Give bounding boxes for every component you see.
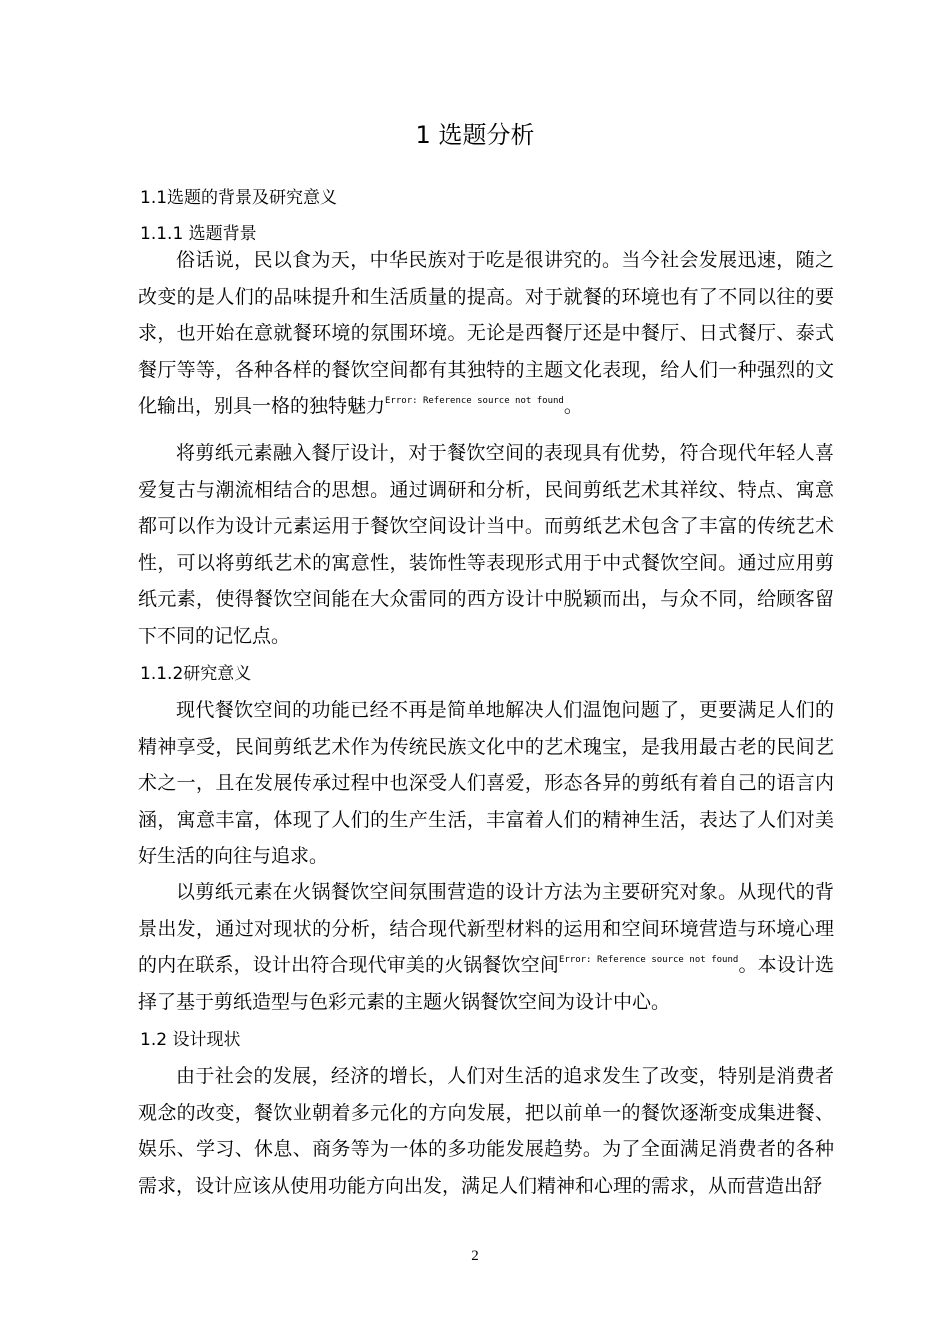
- section-heading-1-1-2: 1.1.2研究意义: [140, 664, 252, 684]
- reference-error-marker: Error: Reference source not found: [385, 396, 564, 407]
- section-heading-1-1-1: 1.1.1 选题背景: [140, 224, 257, 244]
- page-number: 2: [471, 1248, 479, 1264]
- paragraph-significance-2: [138, 874, 834, 1020]
- section-heading-1-2: 1.2 设计现状: [140, 1030, 241, 1050]
- paragraph-background-2: 将剪纸元素融入餐厅设计，对于餐饮空间的表现具有优势，符合现代年轻人喜爱复古与潮流相结合的思想。通过调研和分析，民间剪纸艺术其祥纹、特点、寓意都可以作为设计元素运用于餐饮空间设计当中。而剪纸艺术包含了丰富的传统艺术性，可以将剪纸艺术的寓意性，装饰性等表现形式用于中式餐饮空间。通过应用剪纸元素，使得餐饮空间能在大众雷同的西方设计中脱颖而出，与众不同，给顾客留下不同的记忆点。: [138, 442, 834, 647]
- section-heading-1-1: 1.1选题的背景及研究意义: [140, 188, 338, 208]
- paragraph-significance-1: 现代餐饮空间的功能已经不再是简单地解决人们温饱问题了，更要满足人们的精神享受，民间剪纸艺术作为传统民族文化中的艺术瑰宝，是我用最古老的民间艺术之一，且在发展传承过程中也深受人们喜爱，形态各异的剪纸有着自己的语言内涵，寓意丰富，体现了人们的生产生活，丰富着人们的精神生活，表达了人们对美好生活的向往与追求。: [138, 699, 834, 868]
- chapter-title: 1 选题分析: [415, 121, 535, 149]
- paragraph-text: 俗话说，民以食为天，中华民族对于吃是很讲究的。当今社会发展迅速，随之改变的是人们的品味提升和生活质量的提高。对于就餐的环境也有了不同以往的要求，也开始在意就餐环境的氛围环境。无论是西餐厅还是中餐厅、日式餐厅、泰式餐厅等等，各种各样的餐饮空间都有其独特的主题文化表现，给人们一种强烈的文化输出，别具一格的独特魅力: [138, 249, 834, 418]
- paragraph-text: 以剪纸元素在火锅餐饮空间氛围营造的设计方法为主要研究对象。从现代的背景出发，通过对现状的分析，结合现代新型材料的运用和空间环境营造与环境心理的内在联系，设计出符合现代审美的火锅餐饮空间: [138, 881, 834, 977]
- reference-error-marker: Error: Reference source not found: [558, 955, 739, 966]
- paragraph-end: 。本设计选择了基于剪纸造型与色彩元素的主题火锅餐饮空间为设计中心。: [138, 954, 834, 1013]
- paragraph-design-status: 由于社会的发展，经济的增长，人们对生活的追求发生了改变，特别是消费者观念的改变，餐饮业朝着多元化的方向发展，把以前单一的餐饮逐渐变成集进餐、娱乐、学习、休息、商务等为一体的多功能发展趋势。为了全面满足消费者的各种需求，设计应该从使用功能方向出发，满足人们精神和心理的需求，从而营造出舒: [138, 1065, 834, 1197]
- paragraph-end: 。: [563, 395, 583, 418]
- paragraph-background-1: [138, 242, 834, 425]
